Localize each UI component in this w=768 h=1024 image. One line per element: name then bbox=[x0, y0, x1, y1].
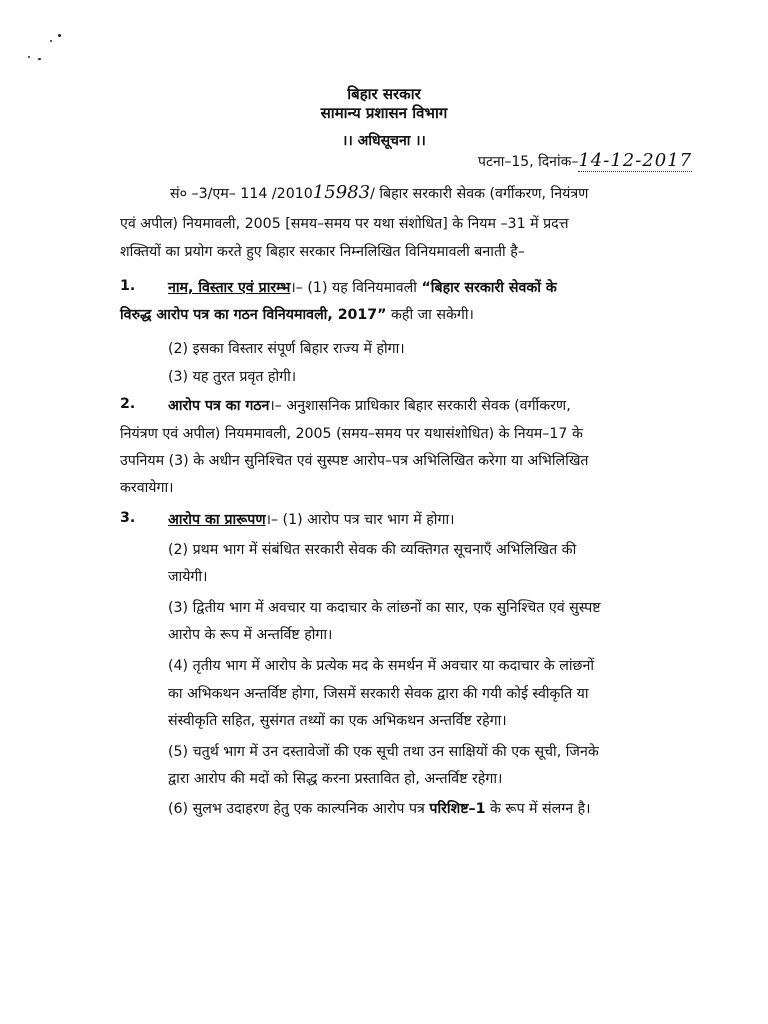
header-government: बिहार सरकार bbox=[347, 85, 421, 103]
section-3-line-1-rest: ।– (1) आरोप पत्र चार भाग में होगा। bbox=[265, 512, 455, 528]
dateline bbox=[478, 150, 692, 172]
section-3-sub-6-appendix: परिशिष्ट–1 bbox=[429, 801, 486, 817]
section-3-heading: आरोप का प्रारूपण bbox=[168, 512, 266, 528]
section-3-sub-4-c: संस्वीकृति सहित, सुसंगत तथ्यों का एक अभिकथन अन्तर्विष्ट रहेगा। bbox=[168, 713, 507, 729]
section-3-sub-5-a: (5) चतुर्थ भाग में उन दस्तावेजों की एक सूची तथा उन साक्षियों की एक सूची, जिनके bbox=[168, 744, 599, 760]
section-2-number: 2. bbox=[120, 396, 136, 412]
section-1-heading: नाम, विस्तार एवं प्रारम्भ bbox=[168, 280, 291, 296]
handwritten-date: 14-12-2017 bbox=[578, 150, 693, 171]
header-department: सामान्य प्रशासन विभाग bbox=[320, 104, 448, 122]
section-1-line-2 bbox=[120, 305, 474, 324]
section-2-line-2: नियंत्रण एवं अपील) नियममावली, 2005 (समय–समय पर यथासंशोधित) के नियम–17 के bbox=[120, 426, 583, 442]
intro-line-2: एवं अपील) नियमावली, 2005 [समय–समय पर यथा संशोधित] के नियम –31 में प्रदत्त bbox=[120, 216, 569, 232]
section-3-sub-6-post: के रूप में संलग्न है। bbox=[485, 801, 591, 817]
section-2-heading: आरोप पत्र का गठन bbox=[168, 398, 270, 414]
section-3-sub-2-b: जायेगी। bbox=[168, 569, 208, 585]
header-notification: ।। अधिसूचना ।। bbox=[342, 133, 426, 149]
dateline-prefix: पटना–15, दिनांक– bbox=[478, 154, 579, 170]
section-3-line-1 bbox=[168, 510, 455, 529]
ref-suffix: / बिहार सरकारी सेवक (वर्गीकरण, नियंत्रण bbox=[370, 186, 589, 202]
section-3-number: 3. bbox=[120, 510, 136, 526]
intro-line-1 bbox=[170, 182, 588, 203]
intro-line-3: शक्तियों का प्रयोग करते हुए बिहार सरकार निम्नलिखित विनियमावली बनाती है– bbox=[120, 244, 525, 260]
section-2-line-4: करवायेगा। bbox=[120, 480, 174, 496]
section-3-sub-5-b: द्वारा आरोप की मदों को सिद्ध करना प्रस्तावित हो, अन्तर्विष्ट रहेगा। bbox=[168, 771, 503, 787]
section-1-title-b: विरुद्ध आरोप पत्र का गठन विनियमावली, 2017” bbox=[120, 307, 387, 323]
section-1-number: 1. bbox=[120, 278, 136, 294]
section-2-line-3: उपनियम (3) के अधीन सुनिश्चित एवं सुस्पष्ट आरोप–पत्र अभिलिखित करेगा या अभिलिखित bbox=[120, 453, 589, 469]
section-3-sub-4-a: (4) तृतीय भाग में आरोप के प्रत्येक मद के समर्थन में अवचार या कदाचार के लांछनों bbox=[168, 658, 594, 674]
section-1-line-1 bbox=[168, 278, 557, 297]
section-2-line-1-rest: ।– अनुशासनिक प्राधिकार बिहार सरकारी सेवक (वर्गीकरण, bbox=[269, 398, 571, 414]
section-3-sub-3-a: (3) द्वितीय भाग में अवचार या कदाचार के लांछनों का सार, एक सुनिश्चित एवं सुस्पष्ट bbox=[168, 600, 601, 616]
section-1-tail: कही जा सकेगी। bbox=[386, 307, 474, 323]
section-3-sub-4-b: का अभिकथन अन्तर्विष्ट होगा, जिसमें सरकारी सेवक द्वारा की गयी कोई स्वीकृति या bbox=[168, 686, 589, 702]
section-1-lead: ।– (1) यह विनियमावली bbox=[290, 280, 422, 296]
section-1-sub-2: (2) इसका विस्तार संपूर्ण बिहार राज्य में होगा। bbox=[168, 341, 405, 357]
ref-prefix: सं० –3/एम– 114 /2010 bbox=[170, 186, 313, 202]
section-3-sub-3-b: आरोप के रूप में अन्तर्विष्ट होगा। bbox=[168, 627, 333, 643]
section-3-sub-6-pre: (6) सुलभ उदाहरण हेतु एक काल्पनिक आरोप पत्र bbox=[168, 801, 430, 817]
handwritten-ref-number: 15983 bbox=[312, 182, 371, 203]
section-3-sub-6 bbox=[168, 799, 591, 818]
section-1-title-a: “बिहार सरकारी सेवकों के bbox=[421, 280, 557, 296]
scan-specks bbox=[28, 34, 58, 64]
section-2-line-1 bbox=[168, 396, 571, 415]
section-3-sub-2-a: (2) प्रथम भाग में संबंधित सरकारी सेवक की व्यक्तिगत सूचनाएँ अभिलिखित की bbox=[168, 542, 577, 558]
section-1-sub-3: (3) यह तुरत प्रवृत होगी। bbox=[168, 369, 297, 385]
